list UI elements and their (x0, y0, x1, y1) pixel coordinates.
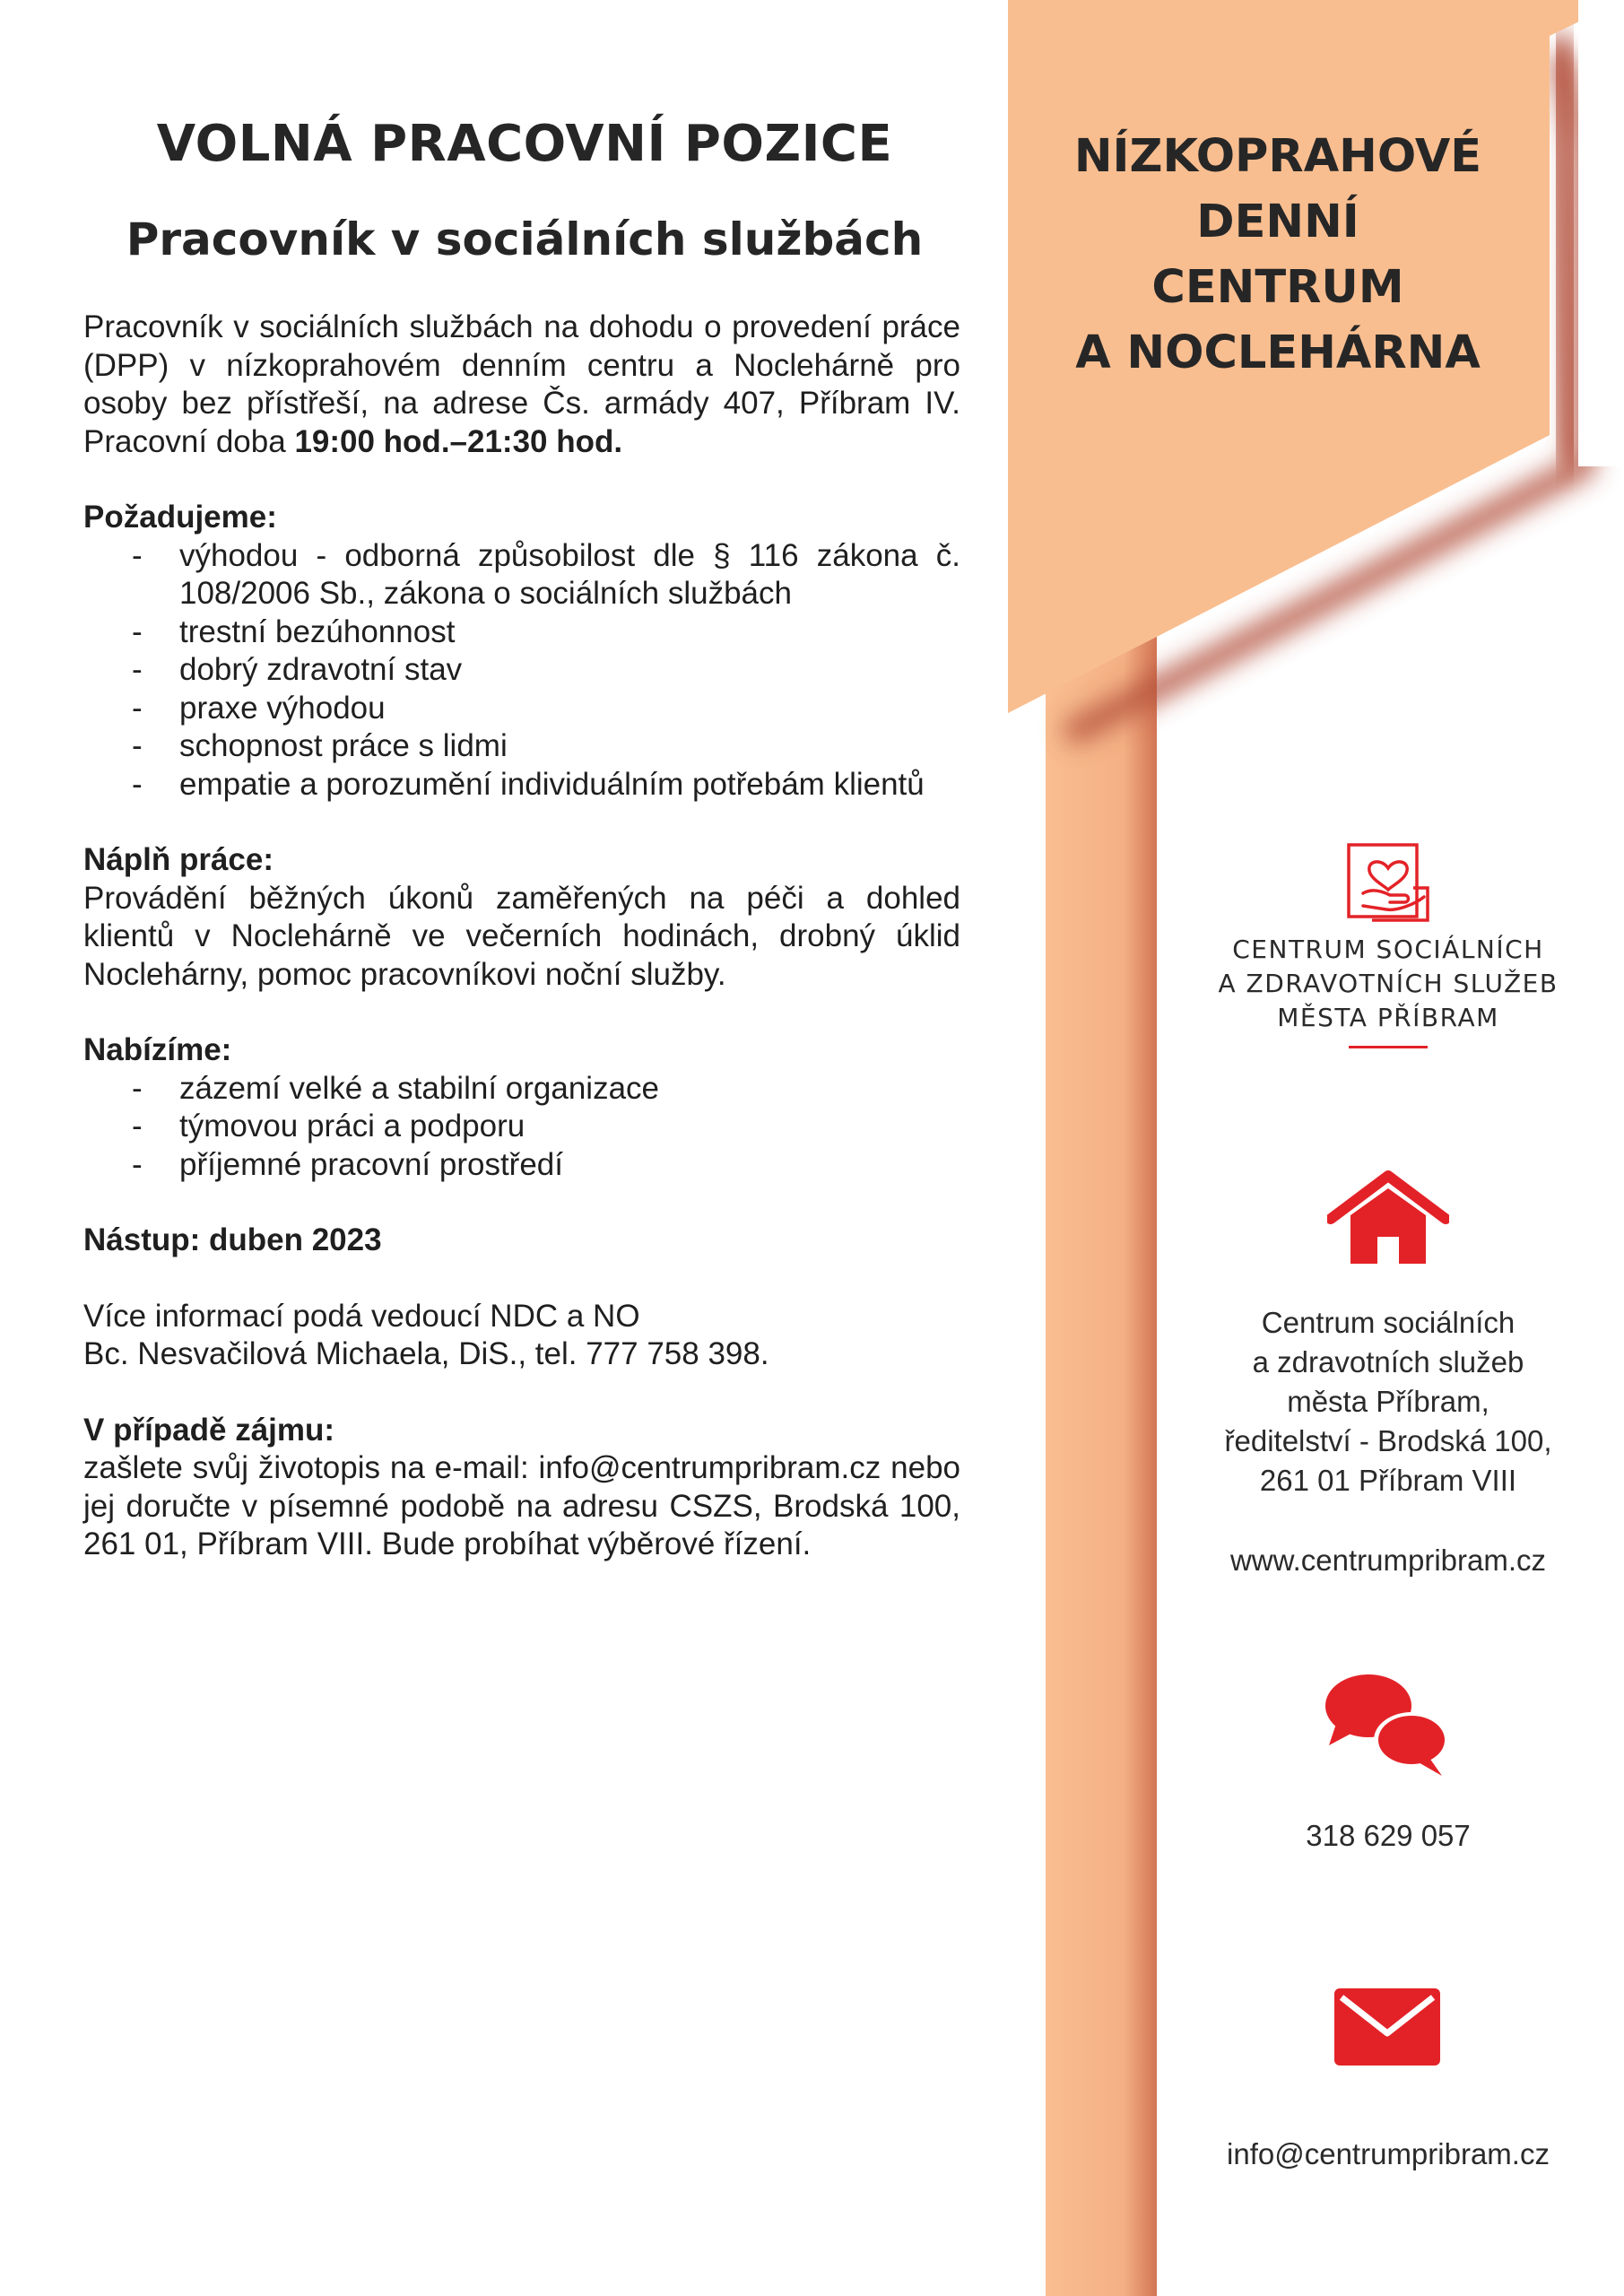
offer-heading: Nabízíme: (83, 1032, 232, 1067)
list-item: - praxe výhodou (83, 690, 960, 728)
banner-line: NÍZKOPRAHOVÉ (1073, 130, 1482, 183)
banner-line: DENNÍ (1196, 196, 1359, 248)
list-item: - týmovou práci a podporu (83, 1108, 960, 1146)
job-description (83, 309, 960, 1564)
list-item: - schopnost práce s lidmi (83, 727, 960, 766)
start-date: Nástup: duben 2023 (83, 1222, 382, 1257)
offer-list (83, 1070, 960, 1185)
organization-name-line: CENTRUM SOCIÁLNÍCH (1232, 935, 1544, 964)
address-line: ředitelství - Brodská 100, (1224, 1424, 1552, 1457)
list-item: - trestní bezúhonnost (83, 613, 960, 652)
working-hours: 19:00 hod.–21:30 hod. (294, 423, 623, 459)
house-icon (1327, 1170, 1449, 1265)
contact-line-2: Bc. Nesvačilová Michaela, DiS., tel. 777 758 398. (83, 1336, 769, 1371)
organization-name-line: MĚSTA PŘÍBRAM (1277, 1003, 1499, 1032)
banner-title (1040, 124, 1515, 386)
duties-heading: Náplň práce: (83, 842, 274, 877)
address-line: města Příbram, (1287, 1385, 1489, 1418)
envelope-icon (1333, 1987, 1442, 2067)
contact-line-1: Více informací podá vedoucí NDC a NO (83, 1298, 640, 1334)
address-line: Centrum sociálních (1261, 1306, 1515, 1339)
organization-name-line: A ZDRAVOTNÍCH SLUŽEB (1218, 969, 1559, 998)
intro-paragraph (83, 309, 960, 461)
list-item: - příjemné pracovní prostředí (83, 1146, 960, 1185)
list-item: - dobrý zdravotní stav (83, 651, 960, 690)
position-title: Pracovník v sociálních službách (126, 213, 924, 265)
interest-text: zašlete svůj životopis na e-mail: info@centrumpribram.cz nebo jej doručte v písemné podobě na adresu CSZS, Brodská 100, 261 01, Příbram VIII. Bude probíhat výběrové řízení. (83, 1450, 960, 1561)
chat-bubbles-icon (1324, 1672, 1451, 1778)
address-line: a zdravotních služeb (1252, 1345, 1524, 1378)
requirements-list (83, 537, 960, 804)
list-item: - zázemí velké a stabilní organizace (83, 1070, 960, 1109)
duties-text: Provádění běžných úkonů zaměřených na péči a dohled klientů v Noclehárně ve večerních hodinách, drobný úklid Noclehárny, pomoc pracovníkovi noční služby. (83, 880, 960, 992)
address (1182, 1303, 1594, 1500)
list-item: - empatie a porozumění individuálním potřebám klientů (83, 766, 960, 804)
email-link[interactable]: info@centrumpribram.cz (1227, 2137, 1550, 2170)
phone-number[interactable]: 318 629 057 (1306, 1819, 1471, 1852)
requirements-heading: Požadujeme: (83, 500, 277, 535)
divider (1349, 1046, 1428, 1048)
address-line: 261 01 Příbram VIII (1259, 1464, 1517, 1497)
banner-line: A NOCLEHÁRNA (1075, 326, 1481, 379)
list-item: - výhodou - odborná způsobilost dle § 116 zákona č. 108/2006 Sb., zákona o sociálních službách (83, 537, 960, 613)
organization-name (1193, 933, 1584, 1035)
page-title: VOLNÁ PRACOVNÍ POZICE (156, 115, 893, 173)
heart-in-hands-icon (1345, 841, 1431, 927)
banner-line: CENTRUM (1151, 261, 1404, 314)
intro-text: Pracovník v sociálních službách na dohodu o provedení práce (DPP) v nízkoprahovém denním centru a Noclehárně pro osoby bez přístřeší, na adrese Čs. armády 407, Příbram IV. Pracovní doba (83, 309, 960, 459)
interest-heading: V případě zájmu: (83, 1412, 335, 1448)
website-link[interactable]: www.centrumpribram.cz (1229, 1544, 1547, 1577)
